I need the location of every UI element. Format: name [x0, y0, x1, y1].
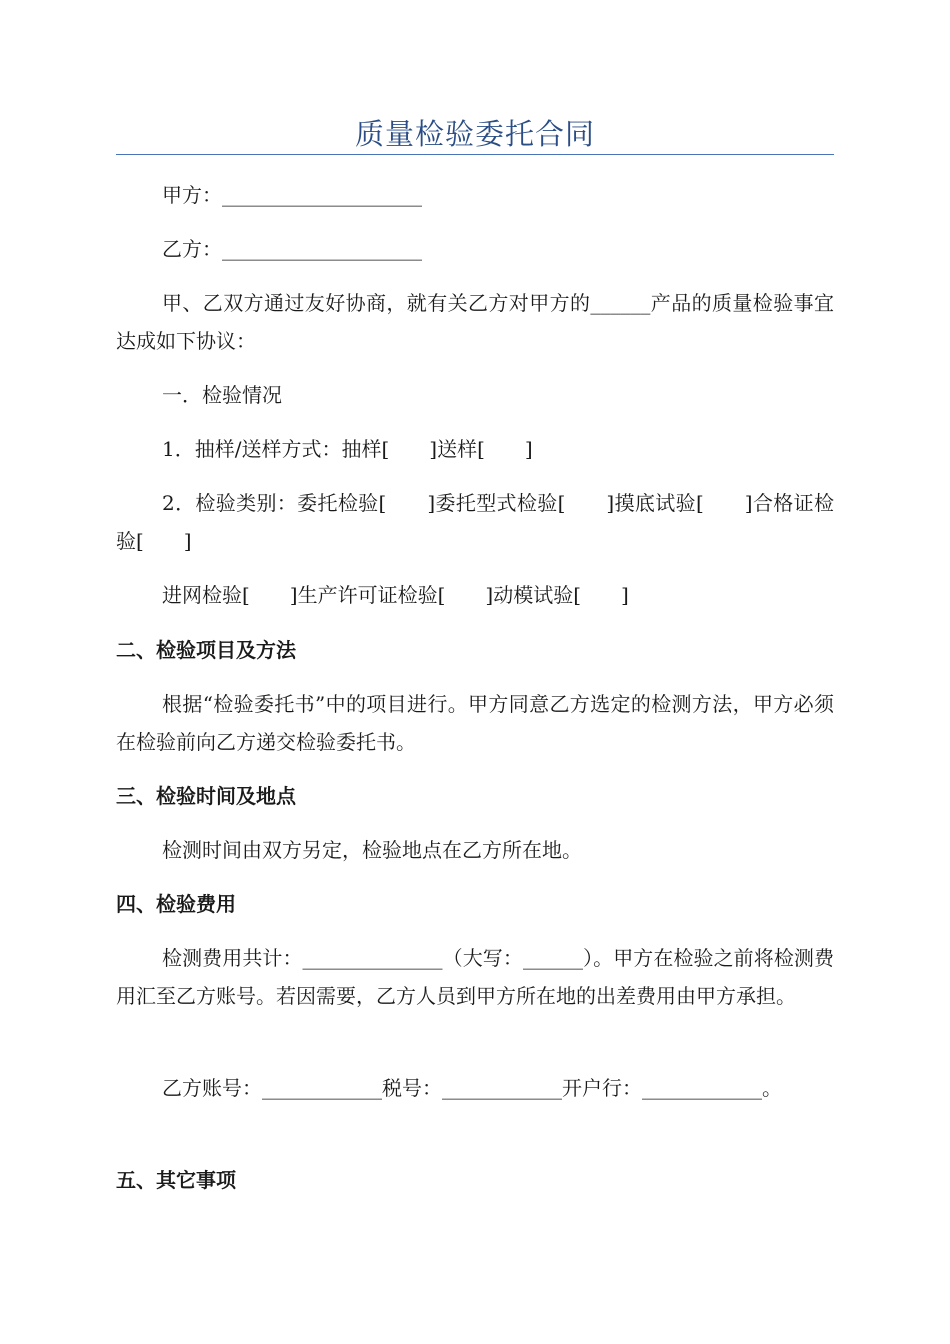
- title-underline: [116, 154, 834, 155]
- section4-heading: 四、检验费用: [116, 892, 236, 916]
- section3-body: 检测时间由双方另定，检验地点在乙方所在地。: [162, 838, 582, 862]
- section5-heading: 五、其它事项: [116, 1168, 236, 1192]
- party-b-line: 乙方：____________________: [162, 237, 422, 261]
- section2-heading: 二、检验项目及方法: [116, 638, 296, 662]
- section2-body: 根据“检验委托书”中的项目进行。甲方同意乙方选定的检测方法，甲方必须在检验前向乙方递交检验委托书。: [116, 692, 834, 754]
- party-a-line: 甲方：____________________: [162, 183, 422, 207]
- document-title: 质量检验委托合同: [354, 117, 595, 151]
- section3-heading: 三、检验时间及地点: [116, 784, 296, 808]
- section4-body: 检测费用共计：______________（大写：______）。甲方在检验之前将检测费用汇至乙方账号。若因需要，乙方人员到甲方所在地的出差费用由甲方承担。: [116, 946, 834, 1008]
- inspection-item-1: 1．抽样/送样方式：抽样[ ]送样[ ]: [162, 437, 533, 461]
- intro-paragraph: 甲、乙双方通过友好协商，就有关乙方对甲方的______产品的质量检验事宜达成如下协议：: [116, 291, 834, 353]
- inspection-item-2: 2．检验类别：委托检验[ ]委托型式检验[ ]摸底试验[ ]合格证检验[ ]: [116, 491, 834, 553]
- section1-title: 一．检验情况: [162, 383, 282, 407]
- inspection-item-2-continued: 进网检验[ ]生产许可证检验[ ]动模试验[ ]: [162, 583, 629, 607]
- section4-account-line: 乙方账号：____________税号：____________开户行：____________。: [162, 1076, 782, 1100]
